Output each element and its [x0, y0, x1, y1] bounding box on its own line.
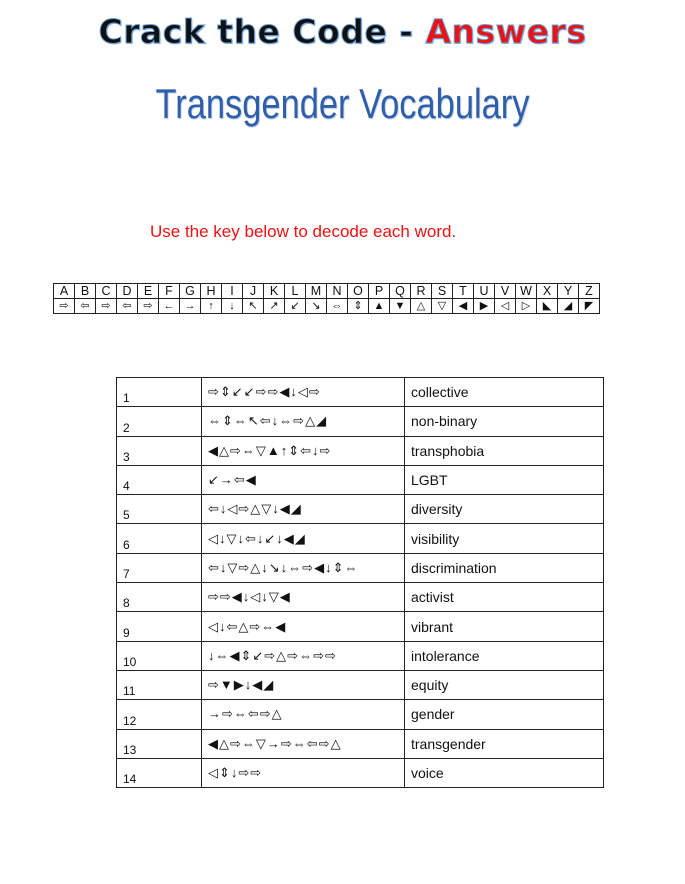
key-symbol-icon: △ — [411, 299, 432, 314]
key-letter: P — [369, 284, 390, 299]
table-row — [117, 670, 604, 699]
key-symbol-icon: ⇨ — [138, 299, 159, 314]
key-letter: R — [411, 284, 432, 299]
coded-word: ⇨⇕↙↙⇨⇨◀↓◁⇨ — [202, 378, 405, 407]
table-row — [117, 524, 604, 553]
key-letter: N — [327, 284, 348, 299]
key-symbol-icon: ↖ — [243, 299, 264, 314]
decoded-answer: gender — [405, 700, 604, 729]
decoded-answer: vibrant — [405, 612, 604, 641]
row-number: 1 — [117, 378, 202, 407]
row-number: 5 — [117, 495, 202, 524]
key-symbol-icon: ▲ — [369, 299, 390, 314]
row-number: 7 — [117, 553, 202, 582]
table-row — [117, 612, 604, 641]
table-row — [117, 378, 604, 407]
row-number: 13 — [117, 729, 202, 758]
key-symbol-icon: ⇨ — [96, 299, 117, 314]
decoded-answer: transgender — [405, 729, 604, 758]
key-letter: F — [159, 284, 180, 299]
key-letter: O — [348, 284, 369, 299]
key-letter: T — [453, 284, 474, 299]
key-symbol-icon: ◁ — [495, 299, 516, 314]
key-letter: B — [75, 284, 96, 299]
title-main: Crack the Code - — [98, 12, 426, 51]
key-symbol-icon: ◀ — [453, 299, 474, 314]
table-row — [117, 407, 604, 436]
key-letter: E — [138, 284, 159, 299]
decoded-answer: non-binary — [405, 407, 604, 436]
decoded-answer: diversity — [405, 495, 604, 524]
row-number: 6 — [117, 524, 202, 553]
decoded-answer: transphobia — [405, 436, 604, 465]
table-row — [117, 583, 604, 612]
key-letter: Q — [390, 284, 411, 299]
key-symbol-icon: ▽ — [432, 299, 453, 314]
table-row — [117, 465, 604, 494]
coded-word: →⇨⇔⇦⇨△ — [202, 700, 405, 729]
key-symbol-icon: ↓ — [222, 299, 243, 314]
key-letter: C — [96, 284, 117, 299]
key-symbol-icon: ↗ — [264, 299, 285, 314]
key-symbols-row — [54, 299, 600, 314]
key-letter: I — [222, 284, 243, 299]
decoded-answer: discrimination — [405, 553, 604, 582]
coded-word: ⇨⇨◀↓◁↓▽◀ — [202, 583, 405, 612]
decoded-answer: intolerance — [405, 641, 604, 670]
row-number: 9 — [117, 612, 202, 641]
page-title — [0, 12, 685, 51]
key-letter: Z — [579, 284, 600, 299]
coded-word: ⇨▼▶↓◀◢ — [202, 670, 405, 699]
instruction-text: Use the key below to decode each word. — [150, 222, 457, 241]
key-symbol-icon: ◤ — [579, 299, 600, 314]
key-symbol-icon: ↑ — [201, 299, 222, 314]
key-symbol-icon: ⇔ — [327, 299, 348, 314]
key-symbol-icon: ◣ — [537, 299, 558, 314]
row-number: 12 — [117, 700, 202, 729]
row-number: 4 — [117, 465, 202, 494]
decoded-answer: LGBT — [405, 465, 604, 494]
table-row — [117, 758, 604, 787]
table-row — [117, 700, 604, 729]
coded-word: ↙→⇦◀ — [202, 465, 405, 494]
key-symbol-icon: ⇕ — [348, 299, 369, 314]
key-letter: K — [264, 284, 285, 299]
key-symbol-icon: ◢ — [558, 299, 579, 314]
key-letter: G — [180, 284, 201, 299]
key-symbol-icon: ↘ — [306, 299, 327, 314]
key-symbol-icon: ▷ — [516, 299, 537, 314]
row-number: 2 — [117, 407, 202, 436]
decoded-answer: visibility — [405, 524, 604, 553]
decoded-answer: equity — [405, 670, 604, 699]
key-letter: J — [243, 284, 264, 299]
row-number: 3 — [117, 436, 202, 465]
key-symbol-icon: ⇨ — [54, 299, 75, 314]
table-row — [117, 436, 604, 465]
key-symbol-icon: ⇦ — [117, 299, 138, 314]
coded-word: ◁⇕↓⇨⇨ — [202, 758, 405, 787]
answers-table — [116, 377, 604, 788]
key-letter: W — [516, 284, 537, 299]
table-row — [117, 729, 604, 758]
table-row — [117, 553, 604, 582]
key-letter: X — [537, 284, 558, 299]
decoded-answer: collective — [405, 378, 604, 407]
key-letter: S — [432, 284, 453, 299]
coded-word: ⇦↓▽⇨△↓↘↓⇔⇨◀↓⇕⇔ — [202, 553, 405, 582]
key-symbol-icon: ← — [159, 299, 180, 314]
cipher-key-table — [53, 283, 600, 314]
coded-word: ◁↓▽↓⇦↓↙↓◀◢ — [202, 524, 405, 553]
coded-word: ↓⇔◀⇕↙⇨△⇨⇔⇨⇨ — [202, 641, 405, 670]
key-letter: H — [201, 284, 222, 299]
key-symbol-icon: ⇦ — [75, 299, 96, 314]
key-letter: Y — [558, 284, 579, 299]
coded-word: ◀△⇨⇔▽→⇨⇔⇦⇨△ — [202, 729, 405, 758]
key-symbol-icon: → — [180, 299, 201, 314]
coded-word: ◁↓⇦△⇨⇔◀ — [202, 612, 405, 641]
row-number: 10 — [117, 641, 202, 670]
decoded-answer: activist — [405, 583, 604, 612]
table-row — [117, 641, 604, 670]
key-symbol-icon: ▼ — [390, 299, 411, 314]
key-letter: L — [285, 284, 306, 299]
coded-word: ⇦↓◁⇨△▽↓◀◢ — [202, 495, 405, 524]
row-number: 14 — [117, 758, 202, 787]
title-answers: Answers — [425, 12, 587, 51]
decoded-answer: voice — [405, 758, 604, 787]
key-symbol-icon: ↙ — [285, 299, 306, 314]
key-letter: A — [54, 284, 75, 299]
subtitle: Transgender Vocabulary — [155, 80, 530, 127]
coded-word: ⇔⇕⇔↖⇦↓⇔⇨△◢ — [202, 407, 405, 436]
row-number: 11 — [117, 670, 202, 699]
key-letter: D — [117, 284, 138, 299]
key-letter: U — [474, 284, 495, 299]
key-symbol-icon: ▶ — [474, 299, 495, 314]
table-row — [117, 495, 604, 524]
key-letter: M — [306, 284, 327, 299]
key-letters-row — [54, 284, 600, 299]
coded-word: ◀△⇨⇔▽▲↑⇕⇦↓⇨ — [202, 436, 405, 465]
row-number: 8 — [117, 583, 202, 612]
key-letter: V — [495, 284, 516, 299]
